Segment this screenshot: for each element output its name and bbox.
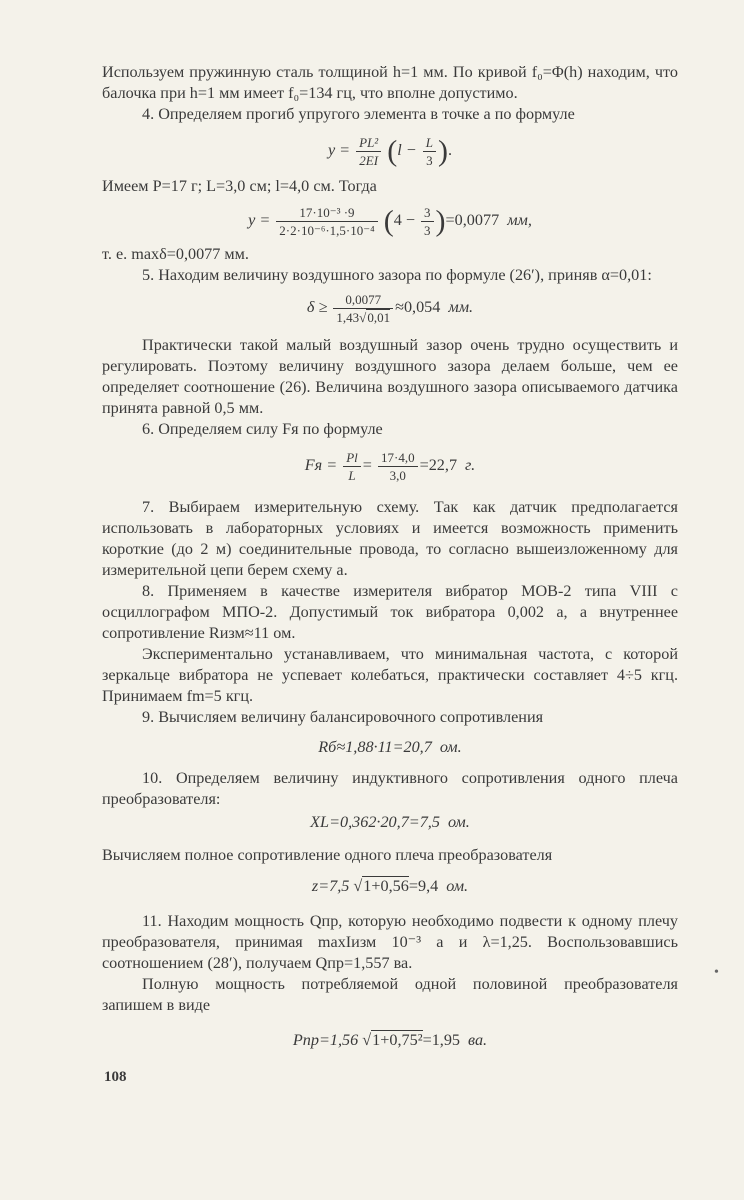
formula-inductive-resistance: XL=0,362·20,7=7,5 ом. [310, 813, 470, 831]
paragraph-step-7: 7. Выбираем измерительную схему. Так как датчик предполагается использовать в лабораторных условиях и имеется возможность применить короткие (до 2 м) соединительные провода, то согласно вышеизложенному для измерительной цепи берем схему a. [102, 498, 678, 579]
formula-air-gap: δ ≥ $\frac{0,0077}{1,43√0,01}$ ≈0,054 мм. [306, 292, 474, 325]
paragraph-step-8: 8. Применяем в качестве измерителя вибратор МОВ-2 типа VIII с осциллографом МПО-2. Допустимый ток вибратора 0,002 a, а внутреннее сопротивление Rизм≈11 ом. [102, 582, 678, 642]
fraction: $\frac{\text{17·10⁻³ ·9}}{\text{2·2·10⁻⁶·1,5·10⁻⁴}}$ [276, 205, 377, 238]
paragraph-given: Имеем P=17 г; L=3,0 см; l=4,0 см. Тогда [102, 177, 377, 195]
fraction: $\frac{Pl}{L}$ [343, 450, 361, 483]
margin-mark: • [714, 965, 719, 980]
paragraph-practical: Практически такой малый воздушный зазор очень трудно осуществить и регулировать. Поэтому величину воздушного зазора делаем больше, чем ее определяет соотношение (26). Величина воздушного зазора описываемого датчика принята равной 0,5 мм. [102, 336, 678, 417]
fraction: $\frac{0,0077}{1,43√0,01}$ [333, 292, 393, 325]
paragraph-full-power: Полную мощность потребляемой одной половиной преобразователя запишем в виде [102, 975, 678, 1014]
fraction: $\frac{\text{PL²}}{2EI}$ [356, 135, 381, 168]
paragraph-step-10: 10. Определяем величину индуктивного сопротивления одного плеча преобразователя: [102, 769, 678, 808]
paragraph-step-9: 9. Вычисляем величину балансировочного сопротивления [142, 708, 544, 726]
fraction: $\frac{L}{3}$ [423, 135, 436, 168]
formula-balance-resistance: Rб≈1,88·11=20,7 ом. [318, 738, 462, 756]
page-number: 108 [104, 1069, 127, 1085]
paragraph-step-5: 5. Находим величину воздушного зазора по формуле (26′), приняв α=0,01: [142, 266, 652, 284]
paragraph-step-6: 6. Определяем силу Fя по формуле [142, 420, 383, 438]
paragraph-step-4: 4. Определяем прогиб упругого элемента в точке a по формуле [142, 105, 575, 123]
formula-force: Fя = $\frac{Pl}{L}$ = $\frac{17\cdot 4,0}{3,0}$ =22,7 г. [304, 450, 476, 483]
paragraph-max-delta: т. е. maxδ=0,0077 мм. [102, 245, 249, 263]
formula-deflection-value: y = $\frac{\text{17·10⁻³ ·9}}{\text{2·2·10⁻⁶·1,5·10⁻⁴}}$ (4 − $\frac{3}{3}$ )=0,0077 мм, [248, 204, 532, 238]
paragraph-experiment: Экспериментально устанавливаем, что минимальная частота, с которой зеркальце вибратора не успевает колебаться, практически составляет 4÷5 кгц. Принимаем fm=5 кгц. [102, 645, 678, 705]
paragraph-steel: Используем пружинную сталь толщиной h=1 мм. По кривой f₀=Φ(h) находим, что балочка при h=1 мм имеет f₀=134 гц, что вполне допустимо. [102, 63, 678, 102]
formula-impedance: z=7,5 √1+0,56=9,4 ом. [311, 877, 469, 895]
paragraph-step-11: 11. Находим мощность Qпр, которую необходимо подвести к одному плечу преобразователя, принимая maxIизм 10⁻³ a и λ=1,25. Воспользовавшись соотношением (28′), получаем Qпр=1,557 ва. [102, 912, 678, 972]
formula-deflection: y = $\frac{\text{PL²}}{2EI}$ (l − $\frac{L}{3}$ ). [327, 134, 453, 168]
fraction: $\frac{17\cdot 4,0}{3,0}$ [378, 450, 418, 483]
paragraph-full-resistance: Вычисляем полное сопротивление одного плеча преобразователя [102, 846, 553, 864]
fraction: $\frac{3}{3}$ [421, 205, 434, 238]
formula-power: Pпр=1,56 √1+0,75²=1,95 ва. [292, 1031, 488, 1049]
